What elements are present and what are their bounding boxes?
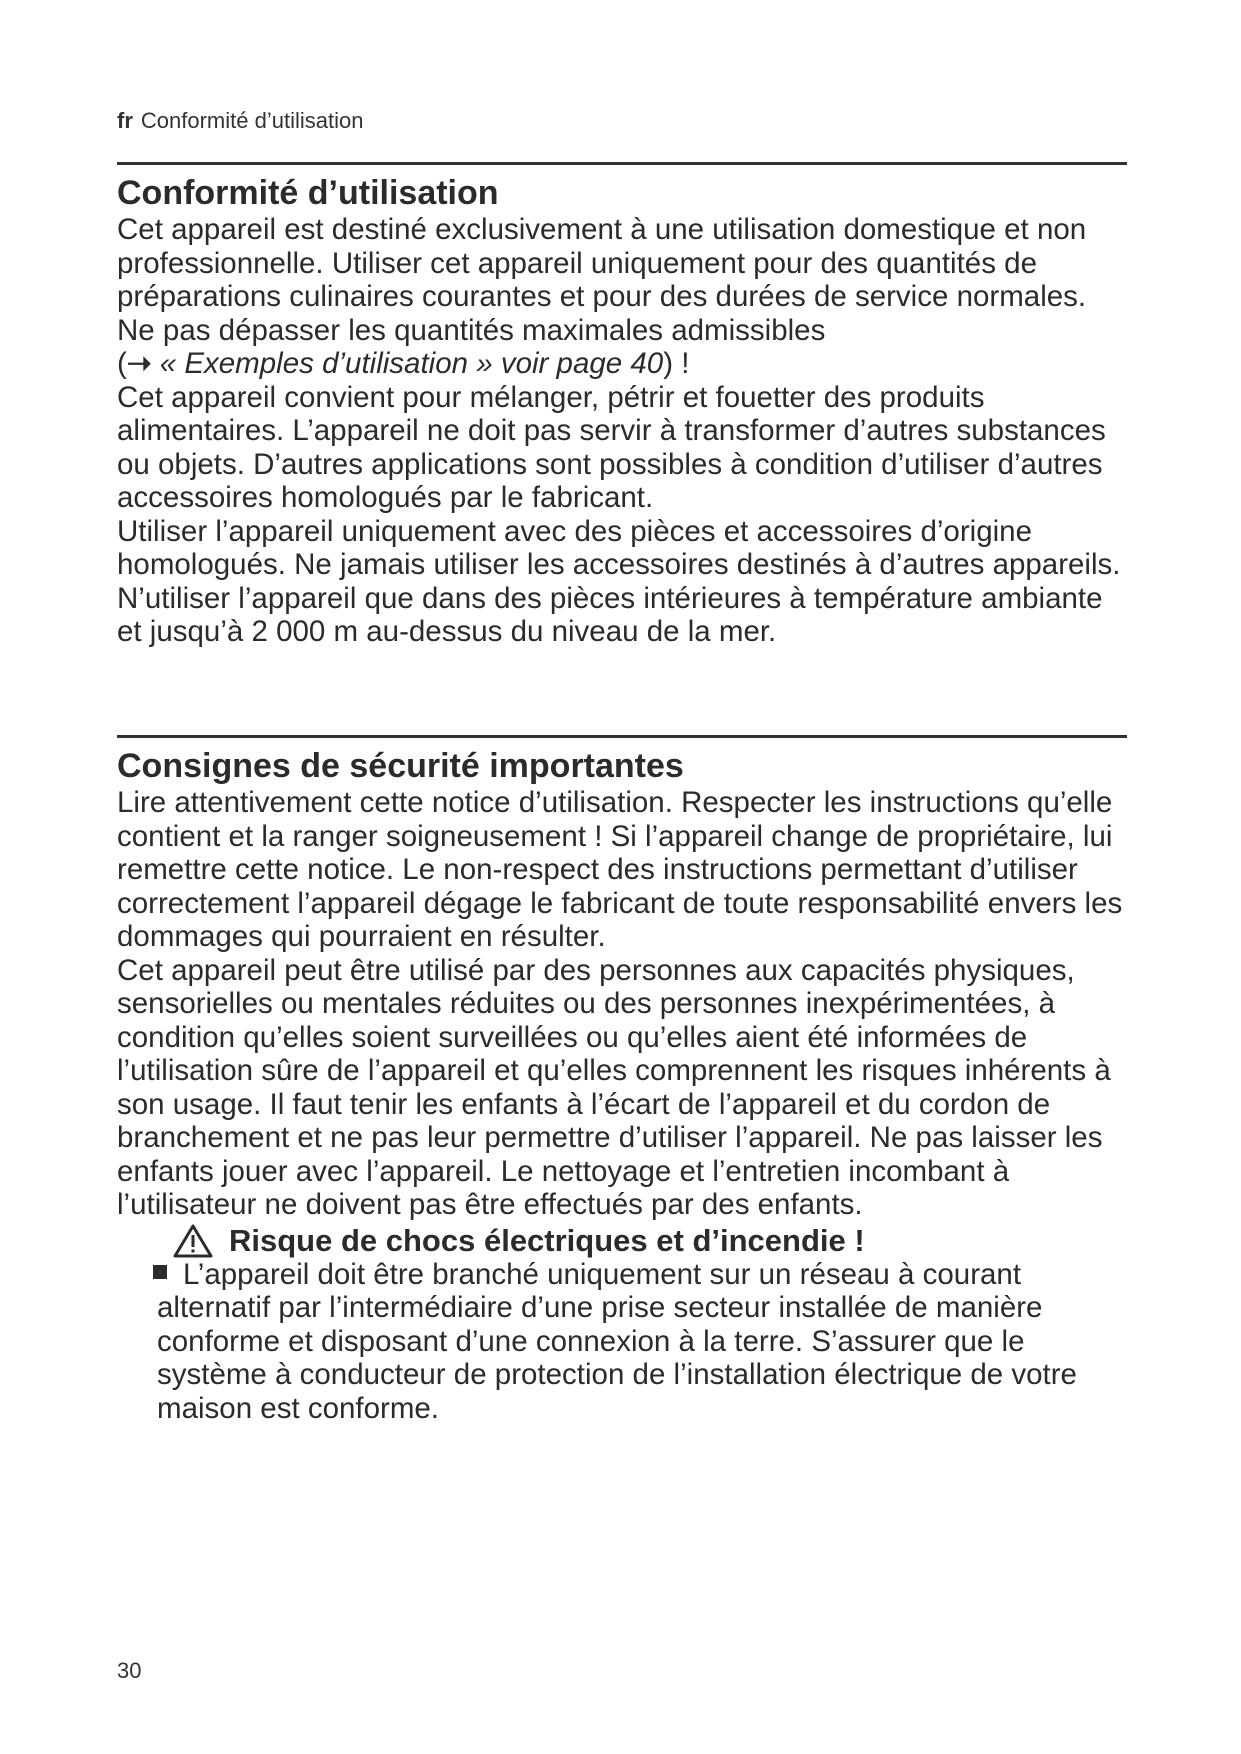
paren-open: ( bbox=[117, 347, 127, 380]
section-body bbox=[117, 213, 1127, 649]
section-body bbox=[117, 786, 1127, 1222]
bullet-square-icon bbox=[153, 1265, 167, 1279]
paragraph: Cet appareil convient pour mélanger, pétrir et fouetter des produits alimentaires. L’appareil ne doit pas servir à transformer d’autres substances ou objets. D’autres applications sont possibles à condition d’utiliser d’autres accessoires homologués par le fabricant. bbox=[117, 380, 1106, 514]
section-safety-instructions bbox=[117, 735, 1127, 1425]
paragraph: Cet appareil est destiné exclusivement à une utilisation domestique et non professionnelle. Utiliser cet appareil uniquement pour des quantités de préparations culinaires courantes et pour des durées de service normales. bbox=[117, 213, 1087, 313]
cross-reference-link[interactable]: « Exemples d’utilisation » voir page 40 bbox=[159, 347, 664, 380]
paragraph: Lire attentivement cette notice d’utilisation. Respecter les instructions qu’elle contient et la ranger soigneusement ! Si l’appareil change de propriétaire, lui remettre cette notice. Le non-respect des instructions permettant d’utiliser correctement l’appareil dégage le fabricant de toute responsabilité envers les dommages qui pourraient en résulter. bbox=[117, 786, 1123, 953]
arrow-right-icon: ➝ bbox=[126, 347, 152, 380]
list-item-text: L’appareil doit être branché uniquement sur un réseau à courant alternatif par l’intermédiaire d’une prise secteur installée de manière conforme et disposant d’une connexion à la terre. S’assurer que le système à conducteur de protection de l’installation électrique de votre maison est conforme. bbox=[157, 1257, 1077, 1425]
section-divider bbox=[117, 735, 1127, 738]
paragraph-reference bbox=[117, 347, 1127, 381]
list-item bbox=[157, 1258, 1127, 1426]
section-title: Consignes de sécurité importantes bbox=[117, 747, 684, 785]
section-title: Conformité d’utilisation bbox=[117, 174, 499, 212]
language-code: fr bbox=[117, 108, 133, 133]
warning-text: Risque de chocs électriques et d’incendie ! bbox=[229, 1222, 865, 1258]
paragraph: Cet appareil peut être utilisé par des personnes aux capacités physiques, sensorielles ou mentales réduites ou des personnes inexpérimentées, à condition qu’elles soient surveillées ou qu’elles aient été informées de l’utilisation sûre de l’appareil et qu’elles comprennent les risques inhérents à son usage. Il faut tenir les enfants à l’écart de l’appareil et du cordon de branchement et ne pas leur permettre d’utiliser l’appareil. Ne pas laisser les enfants jouer avec l’appareil. Le nettoyage et l’entretien incombant à l’utilisateur ne doivent pas être effectués par des enfants. bbox=[117, 953, 1111, 1221]
warning-heading bbox=[173, 1224, 1127, 1258]
running-header bbox=[117, 108, 363, 134]
running-header-title: Conformité d’utilisation bbox=[140, 108, 364, 133]
paragraph: Utiliser l’appareil uniquement avec des pièces et accessoires d’origine homologués. Ne jamais utiliser les accessoires destinés à d’autres appareils. bbox=[117, 514, 1121, 581]
paragraph: N’utiliser l’appareil que dans des pièces intérieures à température ambiante et jusqu’à 2 000 m au-dessus du niveau de la mer. bbox=[117, 581, 1103, 648]
page-number: 30 bbox=[117, 1658, 142, 1683]
paren-close: ) ! bbox=[663, 347, 690, 380]
paragraph: Ne pas dépasser les quantités maximales admissibles bbox=[117, 313, 826, 347]
section-divider bbox=[117, 162, 1127, 165]
section-usage-conformity bbox=[117, 162, 1127, 649]
warning-triangle-icon bbox=[173, 1224, 213, 1258]
